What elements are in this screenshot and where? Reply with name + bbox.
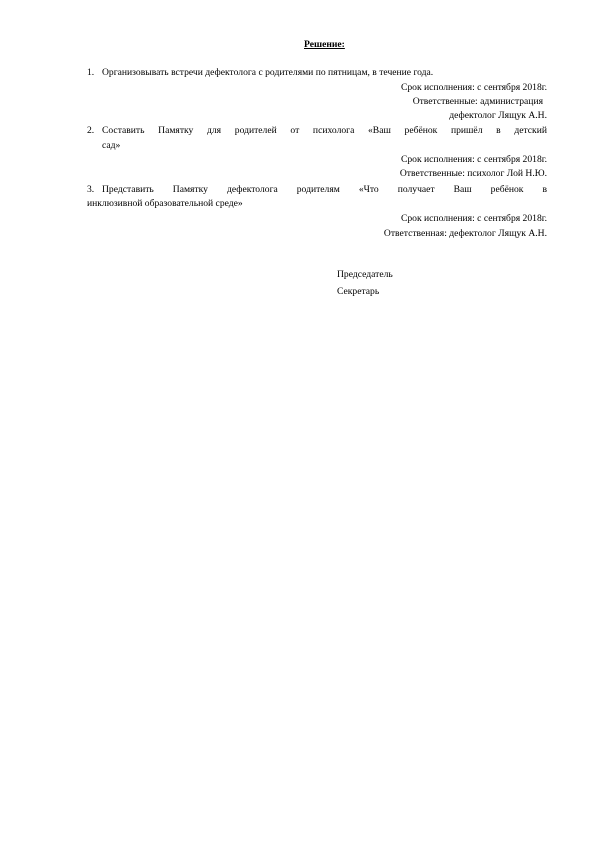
item-1-number: 1.	[87, 67, 95, 78]
item-1-responsible-line2: дефектолог Лящук А.Н.	[449, 110, 547, 121]
item-3-responsible: Ответственная: дефектолог Лящук А.Н.	[383, 228, 547, 239]
decision-heading: Решение:	[304, 39, 345, 50]
item-2-responsible: Ответственные: психолог Лой Н.Ю.	[399, 168, 547, 179]
item-2-text-line1: Составить Памятку для родителей от психолога «Ваш ребёнок пришёл в детский	[102, 125, 547, 136]
secretary-signature: Секретарь	[337, 286, 380, 297]
chair-signature: Председатель	[337, 269, 393, 280]
item-2-deadline: Срок исполнения: с сентября 2018г.	[400, 154, 547, 165]
item-3-text-line1: Представить Памятку дефектолога родителям «Что получает Ваш ребёнок в	[102, 184, 547, 195]
item-3-text-line2: инклюзивной образовательной среде»	[87, 198, 243, 209]
item-1-text: Организовывать встречи дефектолога с родителями по пятницам, в течение года.	[102, 67, 434, 78]
item-2-number: 2.	[87, 125, 95, 136]
item-1-responsible-line1: Ответственные: администрация	[412, 96, 543, 107]
item-3-number: 3.	[87, 184, 95, 195]
item-2-text-line2: сад»	[102, 140, 121, 151]
item-1-deadline: Срок исполнения: с сентября 2018г.	[400, 82, 547, 93]
item-3-deadline: Срок исполнения: с сентября 2018г.	[400, 213, 547, 224]
